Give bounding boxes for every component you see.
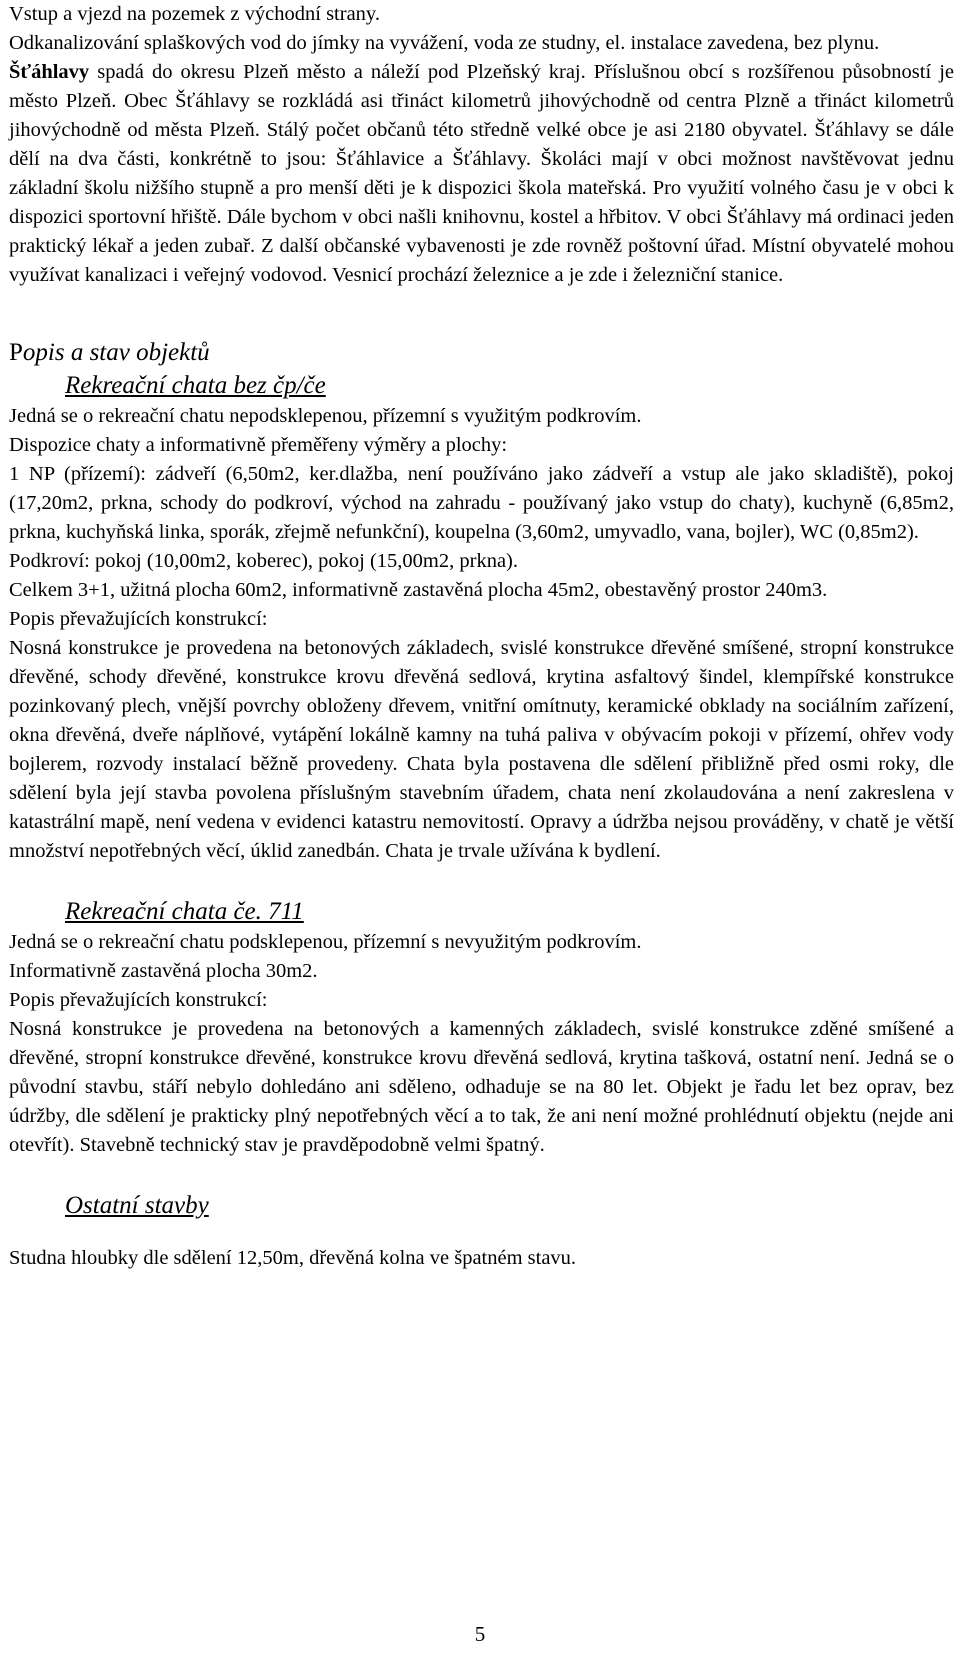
chata1-attic: Podkroví: pokoj (10,00m2, koberec), pokoj (15,00m2, prkna). — [9, 550, 519, 572]
section-heading-objects — [9, 336, 954, 370]
town-name: Šťáhlavy — [9, 61, 90, 83]
spacer — [9, 866, 954, 896]
chata1-ground-floor: 1 NP (přízemí): zádveří (6,50m2, ker.dlažba, není používáno jako zádveří a vstup ale jako skladiště), pokoj (17,20m2, prkna, schody do podkroví, východ na zahradu - používaný jako vstup do chaty), kuchyně (6,85m2, prkna, kuchyňská linka, sporák, zřejmě nefunkční), koupelna (3,60m2, umyvadlo, vana, bojler), WC (0,85m2). — [9, 463, 954, 543]
chata1-disposition-intro: Dispozice chaty a informativně přeměřeny výměry a plochy: — [9, 434, 508, 456]
municipality-text: spadá do okresu Plzeň město a náleží pod Plzeňský kraj. Příslušnou obcí s rozšířenou působností je město Plzeň. Obec Šťáhlavy se rozkládá asi třináct kilometrů jihovýchodně od centra Plzně a třináct kilometrů jihovýchodně od města Plzeň. Stálý počet občanů této středně velké obce je asi 2180 obyvatel. Šťáhlavy se dále dělí na dva části, konkrétně to jsou: Šťáhlavice a Šťáhlavy. Školáci mají v obci možnost navštěvovat jednu základní školu nižšího stupně a pro menší děti je k dispozici škola mateřská. Pro využití volného času je v obci k dispozici sportovní hřiště. Dále bychom v obci našli knihovnu, kostel a hřbitov. V obci Šťáhlavy má ordinaci jeden praktický lékař a jeden zubař. Z další občanské vybavenosti je zde rovněž poštovní úřad. Místní obyvatelé mohou využívat kanalizaci i veřejný vodovod. Vesnicí prochází železnice a je zde i železniční stanice. — [9, 61, 954, 286]
spacer — [9, 1160, 954, 1190]
heading-chata-1: Rekreační chata bez čp/če — [65, 372, 326, 399]
chata2-constructions-label: Popis převažujících konstrukcí: — [9, 989, 268, 1011]
utilities-paragraph: Odkanalizování splaškových vod do jímky na vyvážení, voda ze studny, el. instalace zavedena, bez plynu. — [9, 32, 880, 54]
chata2-area: Informativně zastavěná plocha 30m2. — [9, 960, 318, 982]
spacer — [9, 290, 954, 326]
section-heading-initial: P — [9, 339, 23, 366]
chata1-constructions: Nosná konstrukce je provedena na betonových základech, svislé konstrukce dřevěné smíšené, stropní konstrukce dřevěné, schody dřevěné, konstrukce krovu dřevěná sedlová, krytina asfaltový šindel, klempířské konstrukce pozinkovaný plech, vnější povrchy obloženy dřevem, vnitřní omítnuty, keramické obklady na sociálním zařízení, okna dřevěná, dveře náplňové, vytápění lokálně kamny na tuhá paliva v obývacím pokoji v přízemí, ohřev vody bojlerem, rozvody instalací běžně provedeny. Chata byla postavena dle sdělení přibližně před osmi roky, dle sdělení byla její stavba povolena příslušným stavebním úřadem, chata není zkolaudována a není zakreslena v katastrální mapě, není vedena v evidenci katastru nemovitostí. Opravy a údržba nejsou prováděny, v chatě je větší množství nepotřebných věcí, úklid zanedbán. Chata je trvale užívána k bydlení. — [9, 637, 954, 862]
chata1-constructions-label: Popis převažujících konstrukcí: — [9, 608, 268, 630]
municipality-paragraph — [9, 58, 954, 290]
chata1-type: Jedná se o rekreační chatu nepodsklepenou, přízemní s využitým podkrovím. — [9, 405, 642, 427]
chata2-type: Jedná se o rekreační chatu podsklepenou, přízemní s nevyužitým podkrovím. — [9, 931, 642, 953]
page-number: 5 — [474, 1622, 486, 1646]
heading-chata-2: Rekreační chata če. 711 — [65, 898, 304, 925]
chata2-constructions: Nosná konstrukce je provedena na betonových a kamenných základech, svislé konstrukce zděné smíšené a dřevěné, stropní konstrukce dřevěné, konstrukce krovu dřevěná sedlová, krytina tašková, ostatní není. Jedná se o původní stavbu, stáří nebylo dohledáno ani sděleno, odhaduje se na 80 let. Objekt je řadu let bez oprav, bez údržby, dle sdělení je prakticky plný nepotřebných věcí a to tak, že ani není možné prohlédnutí objektu (nejde ani otevřít). Stavebně technický stav je pravděpodobně velmi špatný. — [9, 1018, 954, 1156]
document-body — [9, 0, 954, 1273]
access-line: Vstup a vjezd na pozemek z východní strany. — [9, 3, 380, 25]
other-buildings-text: Studna hloubky dle sdělení 12,50m, dřevěná kolna ve špatném stavu. — [9, 1247, 577, 1269]
section-heading-rest: opis a stav objektů — [22, 339, 210, 366]
spacer — [9, 1222, 954, 1244]
chata1-totals: Celkem 3+1, užitná plocha 60m2, informativně zastavěná plocha 45m2, obestavěný prostor 240m3. — [9, 579, 828, 601]
heading-other-buildings: Ostatní stavby — [65, 1192, 209, 1219]
